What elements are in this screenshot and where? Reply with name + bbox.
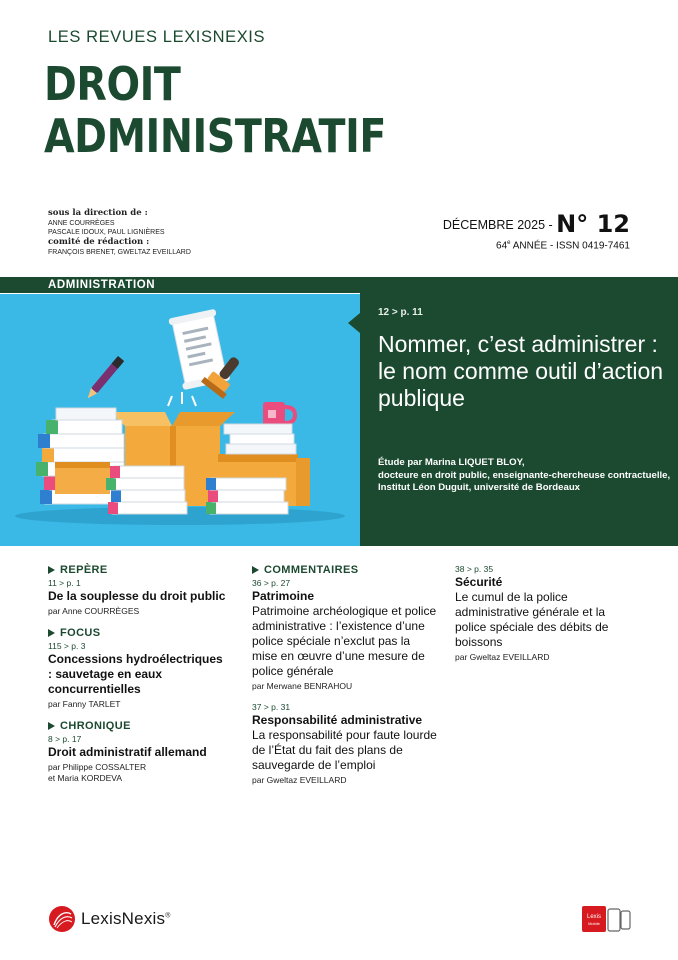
feature-panel: [360, 277, 678, 546]
triangle-icon: [48, 722, 55, 730]
journal-title-line2: ADMINISTRATIF: [44, 109, 386, 163]
committee-names: FRANÇOIS BRENET, GWELTAZ EVEILLARD: [48, 249, 191, 256]
comment-2-author: par Gweltaz EVEILLARD: [252, 775, 347, 785]
focus-author: par Fanny TARLET: [48, 699, 121, 709]
issue-date-row: [443, 210, 630, 238]
direction-names-2: PASCALE IDOUX, PAUL LIGNIÈRES: [48, 229, 165, 236]
column-middle: [252, 564, 437, 786]
repere-title[interactable]: De la souplesse du droit public: [48, 589, 226, 603]
issue-year-sup: e: [507, 240, 511, 246]
section-repere-label: REPÈRE: [60, 564, 108, 576]
repere-ref: 11 > p. 1: [48, 578, 81, 588]
issue-year-prefix: 64: [496, 240, 508, 252]
feature-notch: [348, 313, 360, 333]
lexisnexis-logo[interactable]: [48, 905, 171, 933]
section-chronique: [48, 720, 228, 732]
rubric-band: [0, 277, 360, 294]
feature-byline-2: docteure en droit public, enseignante-chercheuse contractuelle,: [378, 469, 671, 481]
direction-names-1: ANNE COURRÈGES: [48, 220, 115, 227]
focus-ref: 115 > p. 3: [48, 641, 86, 651]
mobile-devices-icon: [582, 905, 632, 933]
issue-number: N° 12: [556, 210, 630, 238]
lexisnexis-brand: LexisNexis: [81, 909, 166, 928]
feature-byline-3: Institut Léon Duguit, université de Bordeaux: [378, 482, 581, 493]
chronique-author-1: par Philippe COSSALTER: [48, 762, 147, 772]
trademark: ®: [165, 912, 171, 920]
triangle-icon: [252, 566, 259, 574]
comment-1-title[interactable]: Patrimoine: [252, 589, 315, 603]
column-right: [455, 564, 635, 663]
editorial-board: [48, 208, 191, 257]
section-repere: [48, 564, 228, 576]
chronique-title[interactable]: Droit administratif allemand: [48, 745, 207, 759]
securite-ref: 38 > p. 35: [455, 564, 494, 574]
lexisnexis-logo-icon: [48, 905, 76, 933]
issue-info: [443, 210, 630, 251]
feature-byline-1: Étude par Marina LIQUET BLOY,: [378, 457, 525, 468]
securite-title[interactable]: Sécurité: [455, 575, 503, 589]
section-commentaires: [252, 564, 437, 576]
lexisnexis-wordmark: [81, 909, 171, 929]
chronique-author: [48, 762, 228, 784]
journal-title-line1: DROIT: [44, 57, 181, 111]
issue-date: DÉCEMBRE 2025 -: [442, 218, 553, 232]
chronique-author-2: et Maria KORDEVA: [48, 773, 123, 783]
triangle-icon: [48, 566, 55, 574]
lexis-mobile-badge[interactable]: [582, 905, 632, 938]
issue-year: [443, 240, 630, 251]
feature-headline[interactable]: Nommer, c’est administrer : le nom comme outil d’action publique: [378, 331, 664, 411]
series-name: LES REVUES LEXISNEXIS: [48, 28, 266, 46]
column-left: [48, 564, 228, 784]
app-label-2: Mobile: [588, 921, 600, 926]
feature-byline: [378, 457, 674, 495]
comment-2-ref: 37 > p. 31: [252, 702, 291, 712]
app-label-1: Lexis: [586, 914, 602, 920]
comment-1-author: par Merwane BENRAHOU: [252, 681, 353, 691]
section-focus-label: FOCUS: [60, 627, 101, 639]
comment-2-title[interactable]: Responsabilité administrative: [252, 713, 423, 727]
comment-1-description: Patrimoine archéologique et police administrative : l’existence d’une police spéciale n’exclut pas la mise en œuvre d’une mesure de police générale: [252, 604, 437, 678]
section-focus: [48, 627, 228, 639]
section-chronique-label: CHRONIQUE: [60, 720, 131, 732]
chronique-ref: 8 > p. 17: [48, 734, 82, 744]
triangle-icon: [48, 629, 55, 637]
direction-label: sous la direction de :: [48, 208, 148, 218]
comment-1-ref: 36 > p. 27: [252, 578, 291, 588]
comment-2-description: La responsabilité pour faute lourde de l’État du fait des plans de sauvegarde de l’emploi: [252, 728, 437, 772]
journal-title: [44, 58, 386, 162]
section-commentaires-label: COMMENTAIRES: [264, 564, 359, 576]
rubric-label: ADMINISTRATION: [48, 279, 156, 291]
feature-ref: 12 > p. 11: [378, 307, 423, 318]
issue-year-rest: ANNÉE - ISSN 0419-7461: [510, 240, 630, 252]
cover-illustration: [0, 294, 360, 546]
repere-author: par Anne COURRÈGES: [48, 606, 140, 616]
paperwork-illustration: [0, 294, 360, 546]
securite-description: Le cumul de la police administrative générale et la police spéciale des débits de boissons: [455, 590, 609, 649]
committee-label: comité de rédaction :: [48, 237, 150, 247]
focus-title[interactable]: Concessions hydroélectriques : sauvetage en eaux concurrentielles: [48, 652, 223, 696]
securite-author: par Gweltaz EVEILLARD: [455, 652, 550, 662]
